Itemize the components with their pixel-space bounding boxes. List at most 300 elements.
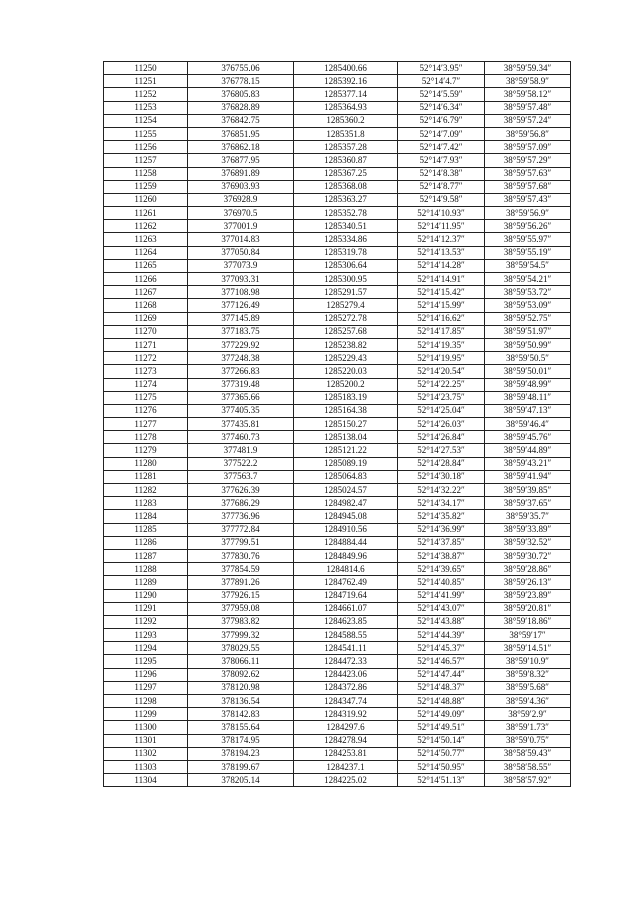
y-coordinate-cell: 1284253.81 [294,747,398,760]
x-coordinate-cell: 378029.55 [188,642,294,655]
y-coordinate-cell: 1284849.96 [294,549,398,562]
y-coordinate-cell: 1285377.14 [294,88,398,101]
x-coordinate-cell: 377891.26 [188,576,294,589]
latitude-cell: 52°14′23.75″ [398,391,485,404]
table-row [104,602,571,615]
y-coordinate-cell: 1285121.22 [294,444,398,457]
y-coordinate-cell: 1285352.78 [294,207,398,220]
y-coordinate-cell: 1285363.27 [294,193,398,206]
table-row [104,734,571,747]
x-coordinate-cell: 376862.18 [188,141,294,154]
x-coordinate-cell: 377405.35 [188,404,294,417]
longitude-cell: 38°59′58.9″ [485,75,571,88]
longitude-cell: 38°59′8.32″ [485,668,571,681]
table-row [104,563,571,576]
latitude-cell: 52°14′27.53″ [398,444,485,457]
table-row [104,668,571,681]
point-number-cell: 11281 [104,470,188,483]
latitude-cell: 52°14′38.87″ [398,549,485,562]
table-row [104,576,571,589]
latitude-cell: 52°14′36.99″ [398,523,485,536]
x-coordinate-cell: 376970.5 [188,207,294,220]
x-coordinate-cell: 378194.23 [188,747,294,760]
y-coordinate-cell: 1285272.78 [294,312,398,325]
table-row [104,286,571,299]
longitude-cell: 38°59′50.5″ [485,352,571,365]
y-coordinate-cell: 1284472.33 [294,655,398,668]
point-number-cell: 11283 [104,497,188,510]
longitude-cell: 38°59′53.09″ [485,299,571,312]
y-coordinate-cell: 1284623.85 [294,615,398,628]
table-row [104,193,571,206]
point-number-cell: 11261 [104,207,188,220]
point-number-cell: 11291 [104,602,188,615]
latitude-cell: 52°14′48.88″ [398,695,485,708]
point-number-cell: 11266 [104,273,188,286]
point-number-cell: 11254 [104,114,188,127]
point-number-cell: 11296 [104,668,188,681]
longitude-cell: 38°59′1.73″ [485,721,571,734]
x-coordinate-cell: 377926.15 [188,589,294,602]
y-coordinate-cell: 1284910.56 [294,523,398,536]
latitude-cell: 52°14′8.77″ [398,180,485,193]
y-coordinate-cell: 1284278.94 [294,734,398,747]
longitude-cell: 38°59′53.72″ [485,286,571,299]
y-coordinate-cell: 1284884.44 [294,536,398,549]
table-row [104,154,571,167]
table-row [104,774,571,787]
y-coordinate-cell: 1284347.74 [294,695,398,708]
latitude-cell: 52°14′19.35″ [398,338,485,351]
y-coordinate-cell: 1285200.2 [294,378,398,391]
longitude-cell: 38°59′44.89″ [485,444,571,457]
longitude-cell: 38°59′35.7″ [485,510,571,523]
y-coordinate-cell: 1285392.16 [294,75,398,88]
latitude-cell: 52°14′26.84″ [398,431,485,444]
longitude-cell: 38°59′32.52″ [485,536,571,549]
point-number-cell: 11297 [104,681,188,694]
y-coordinate-cell: 1285367.25 [294,167,398,180]
point-number-cell: 11298 [104,695,188,708]
latitude-cell: 52°14′6.79″ [398,114,485,127]
longitude-cell: 38°59′56.8″ [485,127,571,140]
x-coordinate-cell: 378155.64 [188,721,294,734]
x-coordinate-cell: 377999.32 [188,629,294,642]
table-row [104,589,571,602]
longitude-cell: 38°59′48.99″ [485,378,571,391]
table-row [104,312,571,325]
y-coordinate-cell: 1285357.28 [294,141,398,154]
x-coordinate-cell: 377736.96 [188,510,294,523]
table-row [104,299,571,312]
point-number-cell: 11302 [104,747,188,760]
table-row [104,484,571,497]
x-coordinate-cell: 377799.51 [188,536,294,549]
x-coordinate-cell: 377319.48 [188,378,294,391]
latitude-cell: 52°14′9.58″ [398,193,485,206]
latitude-cell: 52°14′5.59″ [398,88,485,101]
point-number-cell: 11304 [104,774,188,787]
latitude-cell: 52°14′50.77″ [398,747,485,760]
point-number-cell: 11303 [104,760,188,773]
x-coordinate-cell: 376891.89 [188,167,294,180]
y-coordinate-cell: 1285279.4 [294,299,398,312]
latitude-cell: 52°14′34.17″ [398,497,485,510]
coordinates-table-body [104,62,571,787]
x-coordinate-cell: 378205.14 [188,774,294,787]
longitude-cell: 38°59′57.63″ [485,167,571,180]
x-coordinate-cell: 377626.39 [188,484,294,497]
table-row [104,615,571,628]
latitude-cell: 52°14′15.42″ [398,286,485,299]
point-number-cell: 11280 [104,457,188,470]
point-number-cell: 11277 [104,418,188,431]
longitude-cell: 38°59′55.19″ [485,246,571,259]
longitude-cell: 38°59′0.75″ [485,734,571,747]
longitude-cell: 38°59′54.21″ [485,273,571,286]
latitude-cell: 52°14′7.42″ [398,141,485,154]
point-number-cell: 11275 [104,391,188,404]
table-row [104,708,571,721]
table-row [104,338,571,351]
table-row [104,536,571,549]
point-number-cell: 11273 [104,365,188,378]
table-row [104,378,571,391]
x-coordinate-cell: 377229.92 [188,338,294,351]
latitude-cell: 52°14′51.13″ [398,774,485,787]
x-coordinate-cell: 376805.83 [188,88,294,101]
point-number-cell: 11286 [104,536,188,549]
y-coordinate-cell: 1284423.06 [294,668,398,681]
y-coordinate-cell: 1285300.95 [294,273,398,286]
point-number-cell: 11301 [104,734,188,747]
y-coordinate-cell: 1285364.93 [294,101,398,114]
point-number-cell: 11274 [104,378,188,391]
table-row [104,470,571,483]
point-number-cell: 11299 [104,708,188,721]
table-row [104,721,571,734]
latitude-cell: 52°14′46.57″ [398,655,485,668]
point-number-cell: 11251 [104,75,188,88]
point-number-cell: 11262 [104,220,188,233]
point-number-cell: 11276 [104,404,188,417]
x-coordinate-cell: 377126.49 [188,299,294,312]
x-coordinate-cell: 378174.95 [188,734,294,747]
longitude-cell: 38°59′17″ [485,629,571,642]
table-row [104,365,571,378]
table-row [104,431,571,444]
point-number-cell: 11256 [104,141,188,154]
y-coordinate-cell: 1285220.03 [294,365,398,378]
point-number-cell: 11253 [104,101,188,114]
y-coordinate-cell: 1285319.78 [294,246,398,259]
latitude-cell: 52°14′7.93″ [398,154,485,167]
point-number-cell: 11288 [104,563,188,576]
table-row [104,352,571,365]
x-coordinate-cell: 377183.75 [188,325,294,338]
table-row [104,114,571,127]
longitude-cell: 38°59′56.9″ [485,207,571,220]
x-coordinate-cell: 378199.67 [188,760,294,773]
y-coordinate-cell: 1284982.47 [294,497,398,510]
table-row [104,404,571,417]
y-coordinate-cell: 1285306.64 [294,259,398,272]
table-row [104,418,571,431]
table-row [104,233,571,246]
x-coordinate-cell: 378142.83 [188,708,294,721]
latitude-cell: 52°14′50.14″ [398,734,485,747]
latitude-cell: 52°14′49.09″ [398,708,485,721]
y-coordinate-cell: 1284762.49 [294,576,398,589]
table-row [104,141,571,154]
x-coordinate-cell: 377014.83 [188,233,294,246]
latitude-cell: 52°14′43.88″ [398,615,485,628]
table-row [104,101,571,114]
longitude-cell: 38°59′18.86″ [485,615,571,628]
x-coordinate-cell: 377830.76 [188,549,294,562]
longitude-cell: 38°59′57.48″ [485,101,571,114]
x-coordinate-cell: 377248.38 [188,352,294,365]
latitude-cell: 52°14′45.37″ [398,642,485,655]
table-row [104,75,571,88]
point-number-cell: 11259 [104,180,188,193]
latitude-cell: 52°14′25.04″ [398,404,485,417]
y-coordinate-cell: 1284541.11 [294,642,398,655]
point-number-cell: 11285 [104,523,188,536]
x-coordinate-cell: 377073.9 [188,259,294,272]
x-coordinate-cell: 377563.7 [188,470,294,483]
x-coordinate-cell: 376851.95 [188,127,294,140]
latitude-cell: 52°14′6.34″ [398,101,485,114]
longitude-cell: 38°59′59.34″ [485,62,571,75]
table-row [104,523,571,536]
longitude-cell: 38°59′28.86″ [485,563,571,576]
x-coordinate-cell: 376755.06 [188,62,294,75]
point-number-cell: 11260 [104,193,188,206]
table-row [104,497,571,510]
point-number-cell: 11257 [104,154,188,167]
point-number-cell: 11292 [104,615,188,628]
latitude-cell: 52°14′11.95″ [398,220,485,233]
latitude-cell: 52°14′13.53″ [398,246,485,259]
latitude-cell: 52°14′50.95″ [398,760,485,773]
point-number-cell: 11263 [104,233,188,246]
point-number-cell: 11250 [104,62,188,75]
x-coordinate-cell: 377050.84 [188,246,294,259]
latitude-cell: 52°14′40.85″ [398,576,485,589]
latitude-cell: 52°14′20.54″ [398,365,485,378]
table-row [104,167,571,180]
x-coordinate-cell: 377108.98 [188,286,294,299]
coordinates-table [103,61,571,787]
longitude-cell: 38°59′20.81″ [485,602,571,615]
x-coordinate-cell: 376903.93 [188,180,294,193]
longitude-cell: 38°59′57.68″ [485,180,571,193]
table-row [104,88,571,101]
y-coordinate-cell: 1285138.04 [294,431,398,444]
longitude-cell: 38°59′5.68″ [485,681,571,694]
x-coordinate-cell: 377772.84 [188,523,294,536]
x-coordinate-cell: 378066.11 [188,655,294,668]
longitude-cell: 38°58′59.43″ [485,747,571,760]
longitude-cell: 38°58′58.55″ [485,760,571,773]
longitude-cell: 38°59′48.11″ [485,391,571,404]
longitude-cell: 38°59′2.9″ [485,708,571,721]
y-coordinate-cell: 1285164.38 [294,404,398,417]
point-number-cell: 11290 [104,589,188,602]
y-coordinate-cell: 1284945.08 [294,510,398,523]
table-row [104,655,571,668]
x-coordinate-cell: 377460.73 [188,431,294,444]
longitude-cell: 38°59′58.12″ [485,88,571,101]
y-coordinate-cell: 1285351.8 [294,127,398,140]
longitude-cell: 38°59′57.24″ [485,114,571,127]
latitude-cell: 52°14′39.65″ [398,563,485,576]
point-number-cell: 11269 [104,312,188,325]
table-row [104,549,571,562]
table-row [104,127,571,140]
x-coordinate-cell: 376928.9 [188,193,294,206]
point-number-cell: 11265 [104,259,188,272]
longitude-cell: 38°59′47.13″ [485,404,571,417]
latitude-cell: 52°14′26.03″ [398,418,485,431]
x-coordinate-cell: 378092.62 [188,668,294,681]
longitude-cell: 38°59′41.94″ [485,470,571,483]
table-row [104,180,571,193]
longitude-cell: 38°59′10.9″ [485,655,571,668]
longitude-cell: 38°59′57.43″ [485,193,571,206]
point-number-cell: 11258 [104,167,188,180]
table-row [104,444,571,457]
x-coordinate-cell: 377145.89 [188,312,294,325]
table-row [104,642,571,655]
x-coordinate-cell: 377686.29 [188,497,294,510]
latitude-cell: 52°14′22.25″ [398,378,485,391]
longitude-cell: 38°59′14.51″ [485,642,571,655]
x-coordinate-cell: 378120.98 [188,681,294,694]
latitude-cell: 52°14′44.39″ [398,629,485,642]
x-coordinate-cell: 376778.15 [188,75,294,88]
y-coordinate-cell: 1285291.57 [294,286,398,299]
latitude-cell: 52°14′48.37″ [398,681,485,694]
latitude-cell: 52°14′4.7″ [398,75,485,88]
latitude-cell: 52°14′47.44″ [398,668,485,681]
longitude-cell: 38°59′4.36″ [485,695,571,708]
longitude-cell: 38°59′39.85″ [485,484,571,497]
y-coordinate-cell: 1285150.27 [294,418,398,431]
point-number-cell: 11284 [104,510,188,523]
latitude-cell: 52°14′37.85″ [398,536,485,549]
point-number-cell: 11279 [104,444,188,457]
latitude-cell: 52°14′14.28″ [398,259,485,272]
longitude-cell: 38°59′26.13″ [485,576,571,589]
latitude-cell: 52°14′49.51″ [398,721,485,734]
longitude-cell: 38°59′54.5″ [485,259,571,272]
table-row [104,747,571,760]
y-coordinate-cell: 1284319.92 [294,708,398,721]
longitude-cell: 38°59′43.21″ [485,457,571,470]
point-number-cell: 11267 [104,286,188,299]
x-coordinate-cell: 378136.54 [188,695,294,708]
table-row [104,391,571,404]
y-coordinate-cell: 1285400.66 [294,62,398,75]
point-number-cell: 11293 [104,629,188,642]
table-row [104,62,571,75]
y-coordinate-cell: 1284719.64 [294,589,398,602]
x-coordinate-cell: 377435.81 [188,418,294,431]
latitude-cell: 52°14′12.37″ [398,233,485,246]
y-coordinate-cell: 1284372.86 [294,681,398,694]
y-coordinate-cell: 1285238.82 [294,338,398,351]
latitude-cell: 52°14′43.07″ [398,602,485,615]
longitude-cell: 38°59′30.72″ [485,549,571,562]
point-number-cell: 11252 [104,88,188,101]
latitude-cell: 52°14′35.82″ [398,510,485,523]
x-coordinate-cell: 377481.9 [188,444,294,457]
table-row [104,510,571,523]
y-coordinate-cell: 1285360.87 [294,154,398,167]
latitude-cell: 52°14′3.95″ [398,62,485,75]
y-coordinate-cell: 1285229.43 [294,352,398,365]
point-number-cell: 11255 [104,127,188,140]
point-number-cell: 11271 [104,338,188,351]
table-row [104,220,571,233]
y-coordinate-cell: 1285064.83 [294,470,398,483]
x-coordinate-cell: 377365.66 [188,391,294,404]
x-coordinate-cell: 377959.08 [188,602,294,615]
point-number-cell: 11270 [104,325,188,338]
longitude-cell: 38°59′46.4″ [485,418,571,431]
table-row [104,629,571,642]
y-coordinate-cell: 1284588.55 [294,629,398,642]
table-row [104,259,571,272]
x-coordinate-cell: 377522.2 [188,457,294,470]
longitude-cell: 38°59′33.89″ [485,523,571,536]
point-number-cell: 11278 [104,431,188,444]
longitude-cell: 38°58′57.92″ [485,774,571,787]
table-row [104,325,571,338]
x-coordinate-cell: 377854.59 [188,563,294,576]
x-coordinate-cell: 376828.89 [188,101,294,114]
longitude-cell: 38°59′55.97″ [485,233,571,246]
latitude-cell: 52°14′8.38″ [398,167,485,180]
y-coordinate-cell: 1284237.1 [294,760,398,773]
y-coordinate-cell: 1285257.68 [294,325,398,338]
point-number-cell: 11282 [104,484,188,497]
longitude-cell: 38°59′37.65″ [485,497,571,510]
y-coordinate-cell: 1284661.07 [294,602,398,615]
longitude-cell: 38°59′57.29″ [485,154,571,167]
latitude-cell: 52°14′32.22″ [398,484,485,497]
latitude-cell: 52°14′41.99″ [398,589,485,602]
y-coordinate-cell: 1285183.19 [294,391,398,404]
point-number-cell: 11287 [104,549,188,562]
point-number-cell: 11300 [104,721,188,734]
y-coordinate-cell: 1285360.2 [294,114,398,127]
point-number-cell: 11289 [104,576,188,589]
longitude-cell: 38°59′45.76″ [485,431,571,444]
latitude-cell: 52°14′17.85″ [398,325,485,338]
latitude-cell: 52°14′28.84″ [398,457,485,470]
longitude-cell: 38°59′57.09″ [485,141,571,154]
point-number-cell: 11295 [104,655,188,668]
latitude-cell: 52°14′15.99″ [398,299,485,312]
longitude-cell: 38°59′50.99″ [485,338,571,351]
x-coordinate-cell: 377983.82 [188,615,294,628]
longitude-cell: 38°59′50.01″ [485,365,571,378]
latitude-cell: 52°14′10.93″ [398,207,485,220]
table-row [104,246,571,259]
